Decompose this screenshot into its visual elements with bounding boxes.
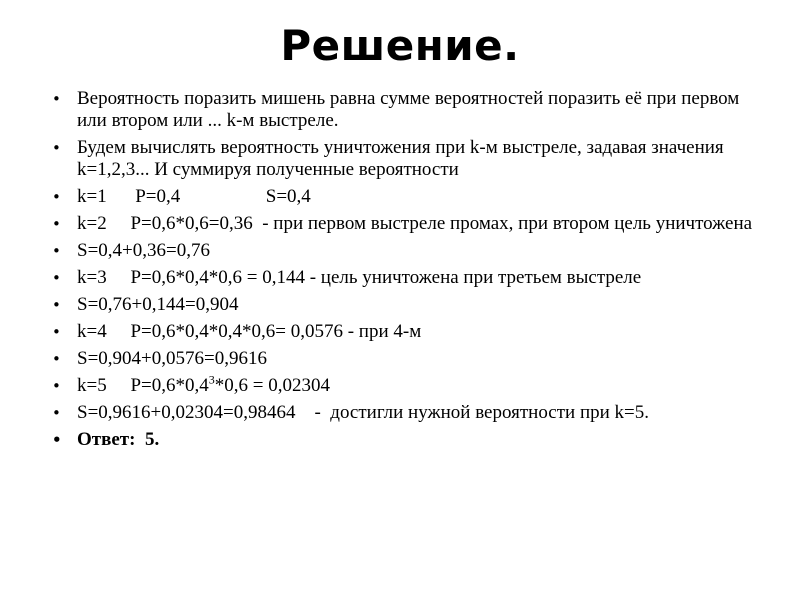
item-text: k=1 P=0,4 S=0,4	[77, 186, 311, 207]
bullet-icon: •	[52, 296, 61, 314]
item-text: k=3 P=0,6*0,4*0,6 = 0,144 - цель уничтожена при третьем выстреле	[77, 267, 642, 288]
item-text-part: *0,6 = 0,02304	[214, 375, 330, 396]
list-item	[52, 88, 772, 132]
list-item	[52, 240, 772, 262]
item-text: S=0,9616+0,02304=0,98464 - достигли нужной вероятности при k=5.	[77, 402, 650, 423]
list-item	[52, 348, 772, 370]
list-item	[52, 294, 772, 316]
item-text: S=0,76+0,144=0,904	[77, 294, 239, 315]
solution-list	[52, 88, 772, 456]
list-item-answer	[52, 429, 772, 451]
list-item	[52, 402, 772, 424]
bullet-icon: •	[52, 139, 61, 157]
bullet-icon: •	[52, 404, 61, 422]
bullet-icon: •	[52, 269, 61, 287]
item-text: Будем вычислять вероятность уничтожения при k-м выстреле, задавая значения k=1,2,3... И суммируя полученные вероятности	[77, 137, 724, 180]
list-item	[52, 186, 772, 208]
item-text: k=4 P=0,6*0,4*0,4*0,6= 0,0576 - при 4-м	[77, 321, 422, 342]
bullet-icon: •	[52, 215, 61, 233]
bullet-icon: •	[52, 377, 61, 395]
bullet-icon: •	[52, 242, 61, 260]
item-text: S=0,4+0,36=0,76	[77, 240, 210, 261]
exponent: 3	[208, 372, 215, 387]
item-text: Вероятность поразить мишень равна сумме вероятностей поразить её при первом или втором или ... k-м выстреле.	[77, 88, 740, 131]
list-item	[52, 321, 772, 343]
list-item	[52, 137, 772, 181]
answer-text: Ответ: 5.	[77, 429, 160, 450]
list-item	[52, 267, 772, 289]
bullet-icon: •	[52, 323, 61, 341]
item-text: S=0,904+0,0576=0,9616	[77, 348, 267, 369]
bullet-icon: •	[52, 431, 62, 449]
bullet-icon: •	[52, 350, 61, 368]
bullet-icon: •	[52, 188, 61, 206]
item-text-part: k=5 P=0,6*0,4	[77, 375, 209, 396]
list-item	[52, 372, 772, 397]
bullet-icon: •	[52, 90, 61, 108]
item-text: k=2 P=0,6*0,6=0,36 - при первом выстреле промах, при втором цель уничтожена	[77, 213, 753, 234]
list-item	[52, 213, 772, 235]
slide-title: Решение.	[280, 21, 520, 70]
